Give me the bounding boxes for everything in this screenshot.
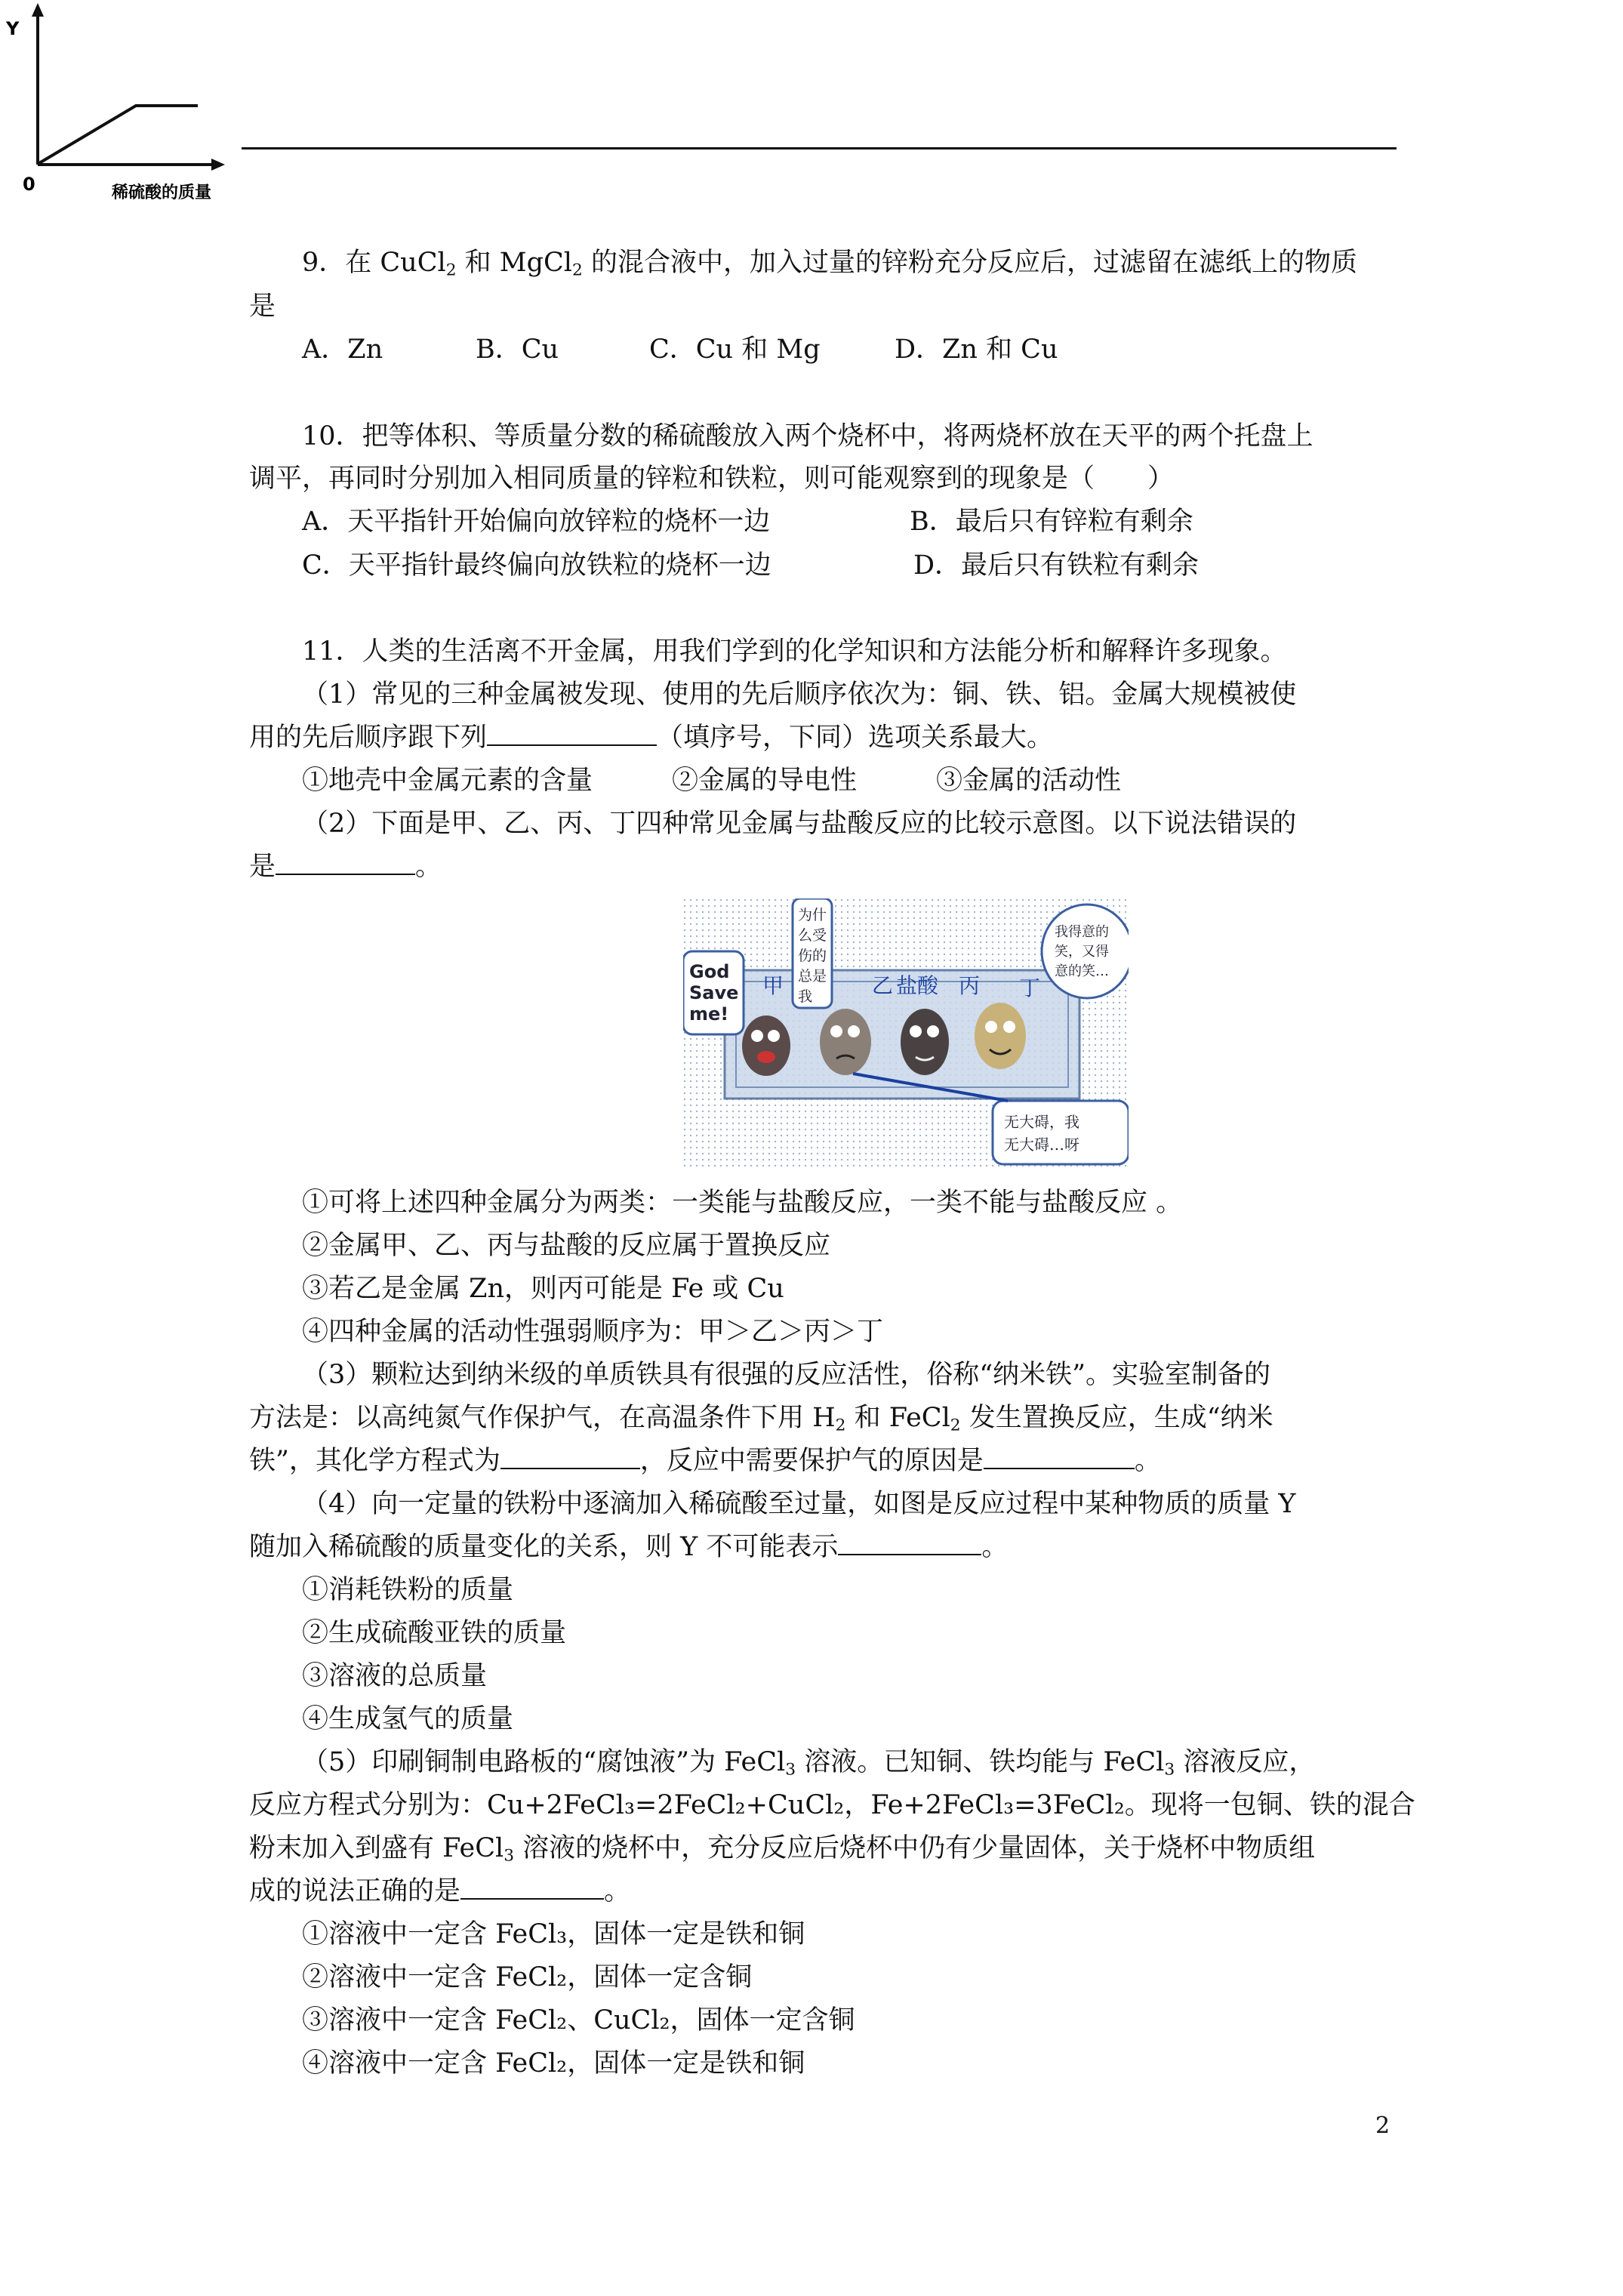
q11-part3-line1: （3）颗粒达到纳米级的单质铁具有很强的反应活性，俗称“纳米铁”。实验室制备的 (302, 1360, 1271, 1390)
q9-option-d: D．Zn 和 Cu (895, 334, 1058, 365)
q11-part2-line1: （2）下面是甲、乙、丙、丁四种常见金属与盐酸反应的比较示意图。以下说法错误的 (302, 809, 1297, 839)
q11-part1-line2: 用的先后顺序跟下列 （填序号，下同）选项关系最大。 (249, 723, 1054, 753)
q11-part4-statement-4: ④生成氢气的质量 (302, 1704, 514, 1734)
q11-part5-line2: 反应方程式分别为：Cu+2FeCl₃=2FeCl₂+CuCl₂，Fe+2FeCl₃=3FeCl₂。现将一包铜、铁的混合 (249, 1790, 1415, 1820)
q10-option-d: D．最后只有铁粒有剩余 (913, 550, 1200, 581)
q11-part3-line3: 铁”，其化学方程式为 ，反应中需要保护气的原因是 。 (249, 1446, 1161, 1476)
q10-option-c: C．天平指针最终偏向放铁粒的烧杯一边 (302, 550, 771, 581)
q9-option-c: C．Cu 和 Mg (649, 334, 821, 365)
q11-part4-statement-3: ③溶液的总质量 (302, 1661, 488, 1691)
q10-option-a: A．天平指针开始偏向放锌粒的烧杯一边 (302, 507, 771, 537)
svg-text:伤的: 伤的 (798, 948, 827, 964)
q9-stem-line2: 是 (249, 291, 276, 322)
answer-blank[interactable] (487, 722, 657, 746)
answer-blank[interactable] (984, 1445, 1135, 1469)
label-jia: 甲 (762, 973, 784, 998)
svg-text:为什: 为什 (798, 907, 827, 923)
metal-yi (820, 1009, 871, 1075)
answer-blank[interactable] (276, 851, 415, 875)
metal-ding (975, 1003, 1026, 1069)
metal-bing (901, 1009, 949, 1075)
q11-part2-line2: 是 。 (249, 852, 442, 882)
q11-part4-statement-2: ②生成硫酸亚铁的质量 (302, 1618, 567, 1648)
answer-blank[interactable] (500, 1445, 640, 1469)
svg-text:God: God (689, 961, 730, 982)
q11-part5-statement-1: ①溶液中一定含 FeCl₃，固体一定是铁和铜 (302, 1919, 805, 1949)
bubble-god-save-me (683, 951, 744, 1034)
q11-part2-statement-4: ④四种金属的活动性强弱顺序为：甲＞乙＞丙＞丁 (302, 1317, 884, 1347)
x-axis-label: 稀硫酸的质量 (112, 183, 212, 202)
q11-part2-statement-3: ③若乙是金属 Zn，则丙可能是 Fe 或 Cu (302, 1274, 784, 1304)
q11-part2-statement-2: ②金属甲、乙、丙与盐酸的反应属于置换反应 (302, 1231, 831, 1261)
q11-part5-line3: 粉末加入到盛有 FeCl$_3$ 溶液的烧杯中，充分反应后烧杯中仍有少量固体，关于烧杯中物质组 (249, 1833, 1316, 1866)
label-acid: 盐酸 (896, 973, 939, 998)
svg-text:笑，又得: 笑，又得 (1055, 944, 1109, 960)
x-axis-arrow (211, 159, 225, 171)
header-rule (242, 147, 1397, 149)
q9-option-b: B．Cu (476, 334, 559, 365)
answer-blank[interactable] (460, 1875, 604, 1900)
y-axis-arrow (32, 3, 44, 17)
page-number: 2 (1375, 2113, 1390, 2139)
bubble-proud-laugh (1042, 905, 1129, 998)
q11-part4-line2: 随加入稀硫酸的质量变化的关系，则 Y 不可能表示 。 (249, 1532, 1009, 1562)
q11-part5-statement-3: ③溶液中一定含 FeCl₂、CuCl₂，固体一定含铜 (302, 2005, 855, 2036)
q11-part5-statement-2: ②溶液中一定含 FeCl₂，固体一定含铜 (302, 1962, 753, 1992)
q11-part2-statement-1: ①可将上述四种金属分为两类：一类能与盐酸反应，一类不能与盐酸反应 。 (302, 1188, 1183, 1218)
metals-reaction-cartoon (683, 898, 1129, 1170)
svg-text:总是: 总是 (798, 968, 827, 985)
svg-text:我: 我 (798, 988, 813, 1005)
svg-text:我得意的: 我得意的 (1055, 924, 1109, 940)
q11-part4-line1: （4）向一定量的铁粉中逐滴加入稀硫酸至过量，如图是反应过程中某种物质的质量 Y (302, 1489, 1296, 1519)
label-ding: 丁 (1019, 975, 1041, 1000)
q10-stem-line1: 10．把等体积、等质量分数的稀硫酸放入两个烧杯中，将两烧杯放在天平的两个托盘上 (302, 421, 1313, 451)
q11-part5-line4: 成的说法正确的是 。 (249, 1876, 631, 1906)
q11-part5-line1: （5）印刷铜制电路板的“腐蚀液”为 FeCl$_3$ 溶液。已知铜、铁均能与 FeCl$_3$ 溶液反应， (302, 1747, 1316, 1780)
label-yi: 乙 (872, 973, 894, 998)
q11-part4-statement-1: ①消耗铁粉的质量 (302, 1575, 514, 1605)
mass-graph (0, 0, 234, 211)
q10-option-b: B．最后只有锌粒有剩余 (910, 507, 1193, 537)
q11-part1-options: ①地壳中金属元素的含量 ②金属的导电性 ③金属的活动性 (302, 766, 1122, 796)
svg-text:无大碍…呀: 无大碍…呀 (1004, 1136, 1079, 1154)
q11-part1-line1: （1）常见的三种金属被发现、使用的先后顺序依次为：铜、铁、铝。金属大规模被使 (302, 680, 1297, 710)
svg-text:Save: Save (689, 982, 739, 1003)
q9-option-a: A．Zn (302, 334, 383, 365)
y-axis-label: Y (6, 18, 20, 39)
q9-stem: 9．在 CuCl$_2$ 和 MgCl$_2$ 的混合液中，加入过量的锌粉充分反应后，过滤留在滤纸上的物质 (302, 248, 1357, 280)
bubble-why-me (793, 898, 832, 1008)
label-bing: 丙 (959, 973, 981, 998)
q11-intro: 11．人类的生活离不开金属，用我们学到的化学知识和方法能分析和解释许多现象。 (302, 636, 1287, 667)
svg-text:么受: 么受 (798, 927, 827, 944)
bubble-no-problem (993, 1101, 1129, 1164)
q10-stem-line2: 调平，再同时分别加入相同质量的锌粒和铁粒，则可能观察到的现象是（ ） (249, 464, 1175, 494)
answer-blank[interactable] (838, 1531, 981, 1555)
curve (39, 106, 198, 163)
metal-jia (742, 1015, 790, 1076)
q11-part5-statement-4: ④溶液中一定含 FeCl₂，固体一定是铁和铜 (302, 2048, 805, 2079)
svg-text:无大碍，我: 无大碍，我 (1004, 1113, 1079, 1131)
svg-text:意的笑…: 意的笑… (1055, 963, 1109, 979)
q11-part3-line2: 方法是：以高纯氮气作保护气，在高温条件下用 $H_2$ 和 FeCl$_2$ 发生置换反应，生成“纳米 (249, 1403, 1273, 1435)
svg-text:me!: me! (689, 1003, 729, 1025)
origin-label: 0 (23, 174, 35, 195)
